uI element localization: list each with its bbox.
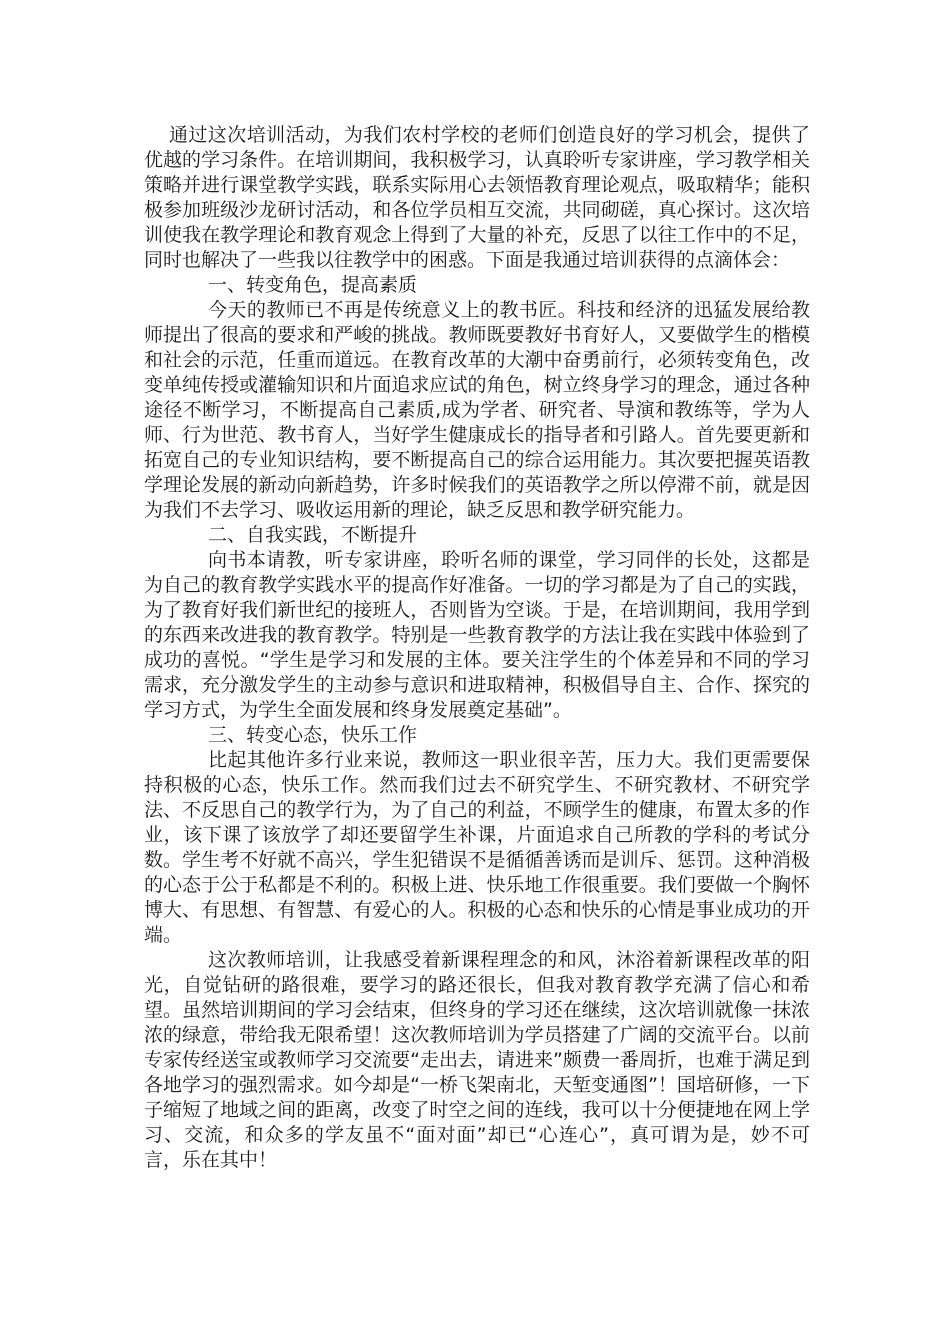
section-1-paragraph: 今天的教师已不再是传统意义上的教书匠。科技和经济的迅猛发展给教师提出了很高的要求和严峻的挑战。教师既要教好书育好人，又要做学生的楷模和社会的示范，任重而道远。在教育改革的大潮中奋勇前行，必须转变角色，改变单纯传授或灌输知识和片面追求应试的角色，树立终身学习的理念，通过各种途径不断学习，不断提高自己素质,成为学者、研究者、导演和教练等，学为人师、行为世范、教书育人，当好学生健康成长的指导者和引路人。首先要更新和拓宽自己的专业知识结构，要不断提高自己的综合运用能力。其次要把握英语教学理论发展的新动向新趋势，许多时候我们的英语教学之所以停滞不前，就是因为我们不去学习、吸收运用新的理论，缺乏反思和教学研究能力。: [144, 299, 810, 521]
section-2-heading: 二、自我实践，不断提升: [208, 524, 418, 546]
document-page: [144, 123, 810, 1173]
intro-paragraph: 通过这次培训活动，为我们农村学校的老师们创造良好的学习机会，提供了优越的学习条件。在培训期间，我积极学习，认真聆听专家讲座，学习教学相关策略并进行课堂教学实践，联系实际用心去领悟教育理论观点，吸取精华；能积极参加班级沙龙研讨活动，和各位学员相互交流，共同砌磋，真心探讨。这次培训使我在教学理论和教育观念上得到了大量的补充，反思了以往工作中的不足，同时也解决了一些我以往教学中的困惑。下面是我通过培训获得的点滴体会：: [144, 124, 810, 271]
section-3-heading: 三、转变心态，快乐工作: [208, 724, 418, 746]
section-1-heading: 一、转变角色，提高素质: [208, 274, 418, 296]
closing-paragraph: 这次教师培训，让我感受着新课程理念的和风，沐浴着新课程改革的阳光，自觉钻研的路很难，要学习的路还很长，但我对教育教学充满了信心和希望。虽然培训期间的学习会结束，但终身的学习还在继续，这次培训就像一抹浓浓的绿意，带给我无限希望！这次教师培训为学员搭建了广阔的交流平台。以前专家传经送宝或教师学习交流要“走出去，请进来”颇费一番周折，也难于满足到各地学习的强烈需求。如今却是“一桥飞架南北，天堑变通图”！国培研修，一下子缩短了地域之间的距离，改变了时空之间的连线，我可以十分便捷地在网上学习、交流，和众多的学友虽不“面对面”却已“心连心”，真可谓为是，妙不可言，乐在其中！: [144, 949, 810, 1171]
section-3-paragraph: 比起其他许多行业来说，教师这一职业很辛苦，压力大。我们更需要保持积极的心态，快乐工作。然而我们过去不研究学生、不研究教材、不研究学法、不反思自己的教学行为，为了自己的利益，不顾学生的健康，布置太多的作业，该下课了该放学了却还要留学生补课，片面追求自己所教的学科的考试分数。学生考不好就不高兴，学生犯错误不是循循善诱而是训斥、惩罚。这种消极的心态于公于私都是不利的。积极上进、快乐地工作很重要。我们要做一个胸怀博大、有思想、有智慧、有爱心的人。积极的心态和快乐的心情是事业成功的开端。: [144, 749, 810, 946]
section-2-paragraph: 向书本请教，听专家讲座，聆听名师的课堂，学习同伴的长处，这都是为自己的教育教学实践水平的提高作好准备。一切的学习都是为了自己的实践，为了教育好我们新世纪的接班人，否则皆为空谈。于是，在培训期间，我用学到的东西来改进我的教育教学。特别是一些教育教学的方法让我在实践中体验到了成功的喜悦。“学生是学习和发展的主体。要关注学生的个体差异和不同的学习需求，充分激发学生的主动参与意识和进取精神，积极倡导自主、合作、探究的学习方式，为学生全面发展和终身发展奠定基础”。: [144, 549, 810, 721]
